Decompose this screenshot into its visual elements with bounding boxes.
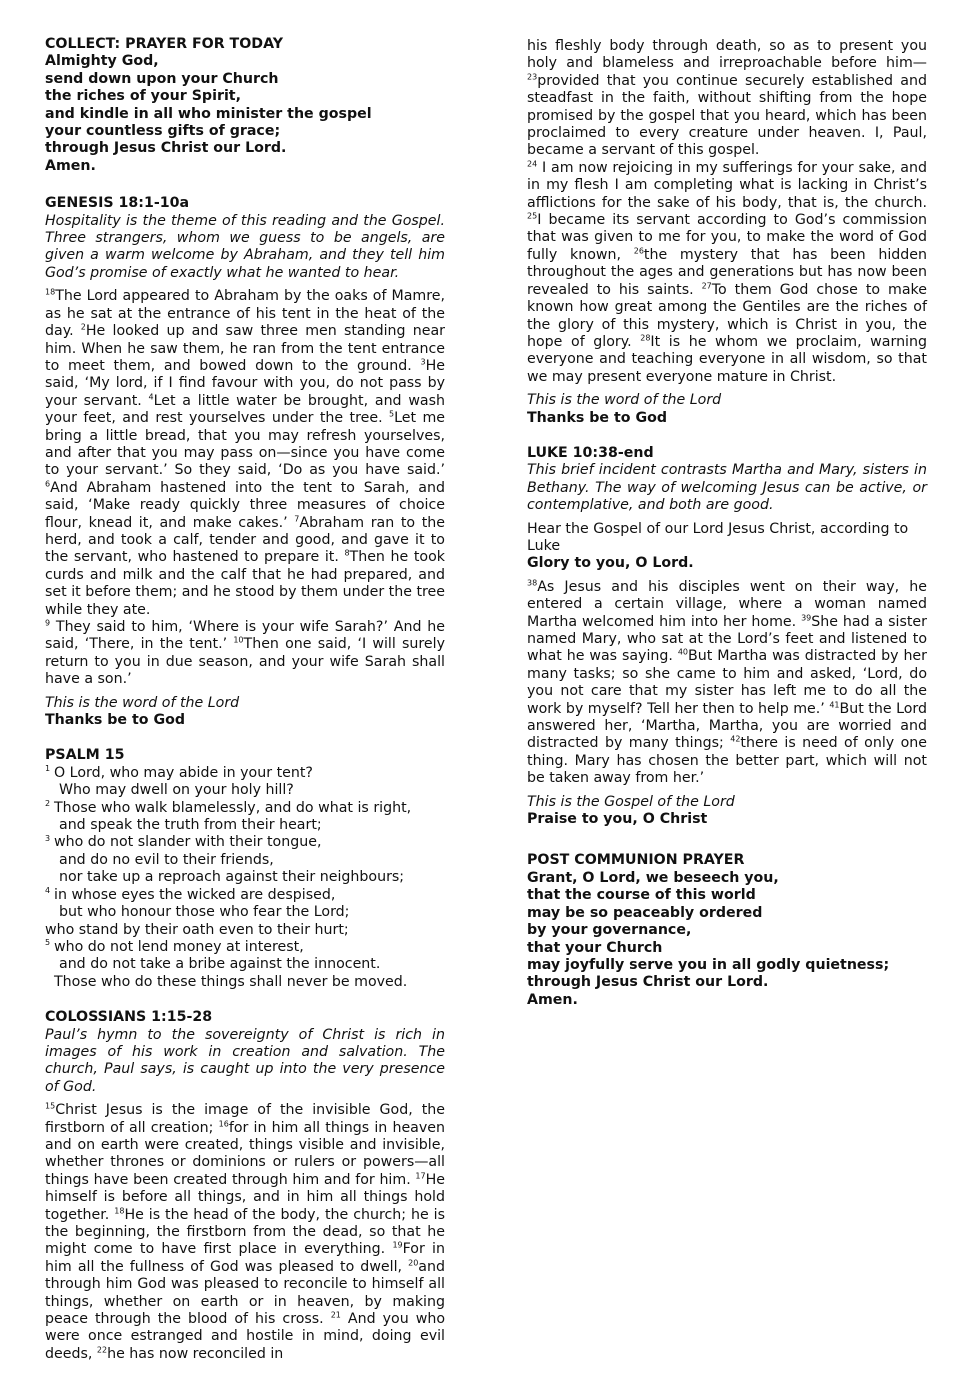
collect-line: and kindle in all who minister the gospel bbox=[45, 105, 372, 122]
genesis-text bbox=[45, 288, 445, 688]
post-communion-line: by your governance, bbox=[527, 922, 692, 939]
verse-number: 41 bbox=[829, 699, 840, 709]
collect-line: your countless gifts of grace; bbox=[45, 123, 281, 140]
colossians-section bbox=[45, 1009, 445, 1363]
verse-text: But Martha was distracted by her many tasks; so she came to him and asked, ‘Lord, do you not care that my sister has left me to do all the work by myself? Tell her then to help me.’ bbox=[527, 648, 927, 717]
verse-text: I became its servant according to God’s commission that was given to me for you, to make the word of God fully known, bbox=[527, 212, 927, 263]
collect-line: send down upon your Church bbox=[45, 70, 279, 87]
verse-text: To them God chose to make known how great among the Gentiles are the riches of the glory of this mystery, which is Christ in you, the hope of glory. bbox=[527, 281, 927, 350]
left-column bbox=[45, 36, 445, 1380]
verse-number: 21 bbox=[330, 1310, 341, 1320]
collect-section bbox=[45, 36, 445, 175]
verse-number: 9 bbox=[45, 618, 51, 628]
genesis-section bbox=[45, 195, 445, 729]
psalm-heading: PSALM 15 bbox=[45, 747, 125, 764]
collect-heading: COLLECT: PRAYER FOR TODAY bbox=[45, 36, 283, 52]
genesis-paragraph bbox=[45, 619, 445, 689]
verse-number: 6 bbox=[45, 479, 51, 489]
verse-text: Christ Jesus is the image of the invisible God, the firstborn of all creation; bbox=[45, 1102, 445, 1136]
genesis-response-leader: This is the word of the Lord bbox=[45, 694, 240, 711]
psalm-line: 4 in whose eyes the wicked are despised, bbox=[45, 885, 336, 903]
psalm-line-text: in whose eyes the wicked are despised, bbox=[54, 886, 336, 903]
verse-text: As Jesus and his disciples went on their way, he entered a certain village, where a woman named Martha welcomed him into her home. bbox=[527, 578, 927, 630]
verse-text: provided that you continue securely established and steadfast in the faith, without shifting from the hope promised by the gospel that you heard, which has been proclaimed to every creature under heaven. I, Paul, became a servant of this gospel. bbox=[527, 72, 927, 159]
psalm-line-text: and speak the truth from their heart; bbox=[59, 817, 322, 834]
verse-number: 3 bbox=[420, 357, 426, 367]
collect-prayer bbox=[45, 53, 445, 175]
verse-number: 42 bbox=[730, 734, 741, 744]
genesis-heading: GENESIS 18:1-10a bbox=[45, 195, 190, 212]
verse-text: Abraham ran to the herd, and took a calf, tender and good, and gave it to the servant, who hastened to prepare it. bbox=[45, 514, 445, 566]
verse-text: Then he took curds and milk and the calf that he had prepared, and set it before them; and he stood by them under the tree while they ate. bbox=[45, 549, 445, 618]
post-communion-line: through Jesus Christ our Lord. bbox=[527, 974, 769, 991]
verse-text: his fleshly body through death, so as to present you holy and blameless and irreproachable before him— bbox=[527, 38, 927, 72]
gospel-announcement-response: Glory to you, O Lord. bbox=[527, 555, 694, 572]
verse-number: 4 bbox=[148, 391, 154, 401]
verse-number: 16 bbox=[218, 1118, 229, 1128]
verse-number: 19 bbox=[392, 1240, 403, 1250]
psalm-line-text: and do not take a bribe against the innocent. bbox=[59, 956, 381, 973]
verse-text: Let me bring a little bread, that you may refresh yourselves, and after that you may pass on—since you have come to your servant.’ So they said, ‘Do as you have said.’ bbox=[45, 410, 446, 479]
verse-text: there is need of only one thing. Mary has chosen the better part, which will not be taken away from her.’ bbox=[527, 735, 927, 787]
verse-number: 22 bbox=[96, 1345, 108, 1355]
luke-paragraph bbox=[527, 579, 927, 788]
colossians-response-leader: This is the word of the Lord bbox=[527, 392, 722, 409]
verse-number: 5 bbox=[389, 409, 395, 419]
psalm-line: 3 who do not slander with their tongue, bbox=[45, 833, 322, 851]
genesis-intro: Hospitality is the theme of this reading and the Gospel. Three strangers, whom we guess to be angels, are given a warm welcome by Abraham, and they tell him God’s promise of exactly what he wanted to hear. bbox=[45, 212, 445, 281]
psalm-line-text: O Lord, who may abide in your tent? bbox=[54, 764, 313, 781]
verse-number: 38 bbox=[527, 578, 538, 588]
post-communion-line: may be so peaceably ordered bbox=[527, 904, 763, 921]
verse-number: 17 bbox=[415, 1171, 426, 1181]
colossians-heading: COLOSSIANS 1:15-28 bbox=[45, 1009, 213, 1026]
psalm-line bbox=[45, 817, 445, 834]
psalm-line-text: Those who do these things shall never be moved. bbox=[54, 973, 408, 990]
colossians-text-part1 bbox=[45, 1102, 445, 1363]
verse-number: 23 bbox=[527, 72, 538, 82]
post-communion-section bbox=[527, 852, 927, 1009]
psalm-line-text: Those who walk blamelessly, and do what is right, bbox=[54, 799, 412, 816]
verse-text: He said, ‘My lord, if I find favour with you, do not pass by your servant. bbox=[45, 357, 445, 409]
psalm-line bbox=[45, 974, 445, 991]
post-communion-heading: POST COMMUNION PRAYER bbox=[527, 852, 745, 869]
verse-text: he has now reconciled in bbox=[107, 1345, 284, 1362]
collect-line: Amen. bbox=[45, 157, 96, 174]
verse-number: 24 bbox=[527, 159, 538, 169]
psalm-line-text: and do no evil to their friends, bbox=[59, 851, 274, 868]
colossians-paragraph bbox=[527, 38, 927, 160]
verse-text: And Abraham hastened into the tent to Sarah, and said, ‘Make ready quickly three measures of choice flour, knead it, and make cakes.’ bbox=[45, 479, 445, 531]
verse-number: 7 bbox=[294, 513, 300, 523]
verse-text: Then one said, ‘I will surely return to you in due season, and your wife Sarah shall have a son.’ bbox=[45, 636, 445, 688]
collect-line: the riches of your Spirit, bbox=[45, 88, 241, 105]
post-communion-prayer bbox=[527, 870, 927, 1009]
verse-text: and through him God was pleased to reconcile to himself all things, whether on earth or in heaven, by making peace through the blood of his cross. bbox=[45, 1258, 445, 1328]
post-communion-line: Amen. bbox=[527, 991, 578, 1008]
verse-text: But the Lord answered her, ‘Martha, Martha, you are worried and distracted by many things; bbox=[527, 700, 928, 752]
luke-heading: LUKE 10:38-end bbox=[527, 444, 654, 461]
colossians-response-people: Thanks be to God bbox=[527, 409, 668, 426]
genesis-paragraph bbox=[45, 288, 445, 619]
colossians-paragraph bbox=[527, 160, 927, 386]
verse-number: 25 bbox=[527, 211, 538, 221]
psalm-line bbox=[45, 904, 445, 921]
gospel-announcement: Hear the Gospel of our Lord Jesus Christ, according to Luke bbox=[527, 520, 909, 554]
verse-text: It is he whom we proclaim, warning everyone and teaching everyone in all wisdom, so that we may present everyone mature in Christ. bbox=[527, 333, 927, 385]
psalm-line bbox=[45, 852, 445, 869]
psalm-line: 1 O Lord, who may abide in your tent? bbox=[45, 764, 313, 781]
psalm-line-text: who do not lend money at interest, bbox=[54, 938, 304, 955]
verse-number: 20 bbox=[408, 1258, 419, 1268]
luke-response-people: Praise to you, O Christ bbox=[527, 811, 708, 828]
post-communion-line: Grant, O Lord, we beseech you, bbox=[527, 869, 779, 886]
verse-text: I am now rejoicing in my sufferings for your sake, and in my flesh I am completing what is lacking in Christ’s afflictions for the sake of his body, that is, the church. bbox=[527, 159, 927, 211]
psalm-line-text: who do not slander with their tongue, bbox=[54, 834, 322, 851]
verse-number: 10 bbox=[233, 635, 244, 645]
psalm-line-text: who stand by their oath even to their hurt; bbox=[45, 921, 349, 938]
verse-number: 15 bbox=[45, 1101, 56, 1111]
psalm-line bbox=[45, 956, 445, 973]
colossians-intro: Paul’s hymn to the sovereignty of Christ is rich in images of his work in creation and salvation. The church, Paul says, is caught up into the very presence of God. bbox=[45, 1026, 445, 1095]
right-column bbox=[527, 38, 927, 1026]
psalm-line: 2 Those who walk blamelessly, and do what is right, bbox=[45, 798, 412, 816]
psalm-text bbox=[45, 765, 445, 991]
verse-text: She had a sister named Mary, who sat at the Lord’s feet and listened to what he was saying. bbox=[527, 613, 927, 665]
genesis-response-people: Thanks be to God bbox=[45, 712, 186, 729]
luke-response-leader: This is the Gospel of the Lord bbox=[527, 793, 735, 810]
verse-text: Let a little water be brought, and wash your feet, and rest yourselves under the tree. bbox=[45, 392, 445, 427]
luke-intro: This brief incident contrasts Martha and Mary, sisters in Bethany. The way of welcoming Jesus can be active, or contemplative, and both are good. bbox=[527, 462, 927, 514]
verse-text: They said to him, ‘Where is your wife Sarah?’ And he said, ‘There, in the tent.’ bbox=[45, 619, 445, 653]
collect-line: through Jesus Christ our Lord. bbox=[45, 140, 287, 157]
post-communion-line: may joyfully serve you in all godly quietness; bbox=[527, 956, 890, 973]
colossians-paragraph bbox=[45, 1102, 445, 1363]
verse-number: 18 bbox=[114, 1205, 125, 1215]
verse-text: For in him all the fullness of God was pleased to dwell, bbox=[45, 1241, 445, 1275]
psalm-line: 5 who do not lend money at interest, bbox=[45, 938, 304, 955]
psalm-line-text: but who honour those who fear the Lord; bbox=[59, 904, 350, 921]
verse-text: He himself is before all things, and in him all things hold together. bbox=[45, 1171, 445, 1223]
psalm-line bbox=[45, 869, 445, 886]
psalm-line bbox=[45, 782, 445, 799]
collect-line: Almighty God, bbox=[45, 53, 159, 70]
post-communion-line: that the course of this world bbox=[527, 887, 756, 904]
verse-text: The Lord appeared to Abraham by the oaks of Mamre, as he sat at the entrance of his tent in the heat of the day. bbox=[45, 288, 445, 340]
verse-number: 39 bbox=[801, 612, 812, 622]
verse-text: for in him all things in heaven and on earth were created, things visible and invisible, whether thrones or dominions or rulers or powers—all things have been created through him and for him. bbox=[45, 1119, 445, 1188]
verse-text: And you who were once estranged and hostile in mind, doing evil deeds, bbox=[45, 1311, 446, 1362]
verse-text: the mystery that has been hidden throughout the ages and generations but has now been revealed to his saints. bbox=[527, 246, 927, 298]
verse-number: 27 bbox=[701, 280, 712, 290]
verse-number: 28 bbox=[640, 333, 651, 343]
psalm-line-text: Who may dwell on your holy hill? bbox=[59, 782, 294, 799]
post-communion-line: that your Church bbox=[527, 939, 663, 956]
psalm-line bbox=[45, 922, 445, 939]
verse-text: He looked up and saw three men standing near him. When he saw them, he ran from the tent entrance to meet them, and bowed down to the ground. bbox=[45, 323, 445, 374]
colossians-text-part2 bbox=[527, 38, 927, 386]
verse-number: 2 bbox=[80, 322, 86, 332]
verse-number: 8 bbox=[344, 548, 350, 558]
luke-text bbox=[527, 579, 927, 788]
verse-number: 26 bbox=[633, 246, 644, 256]
verse-number: 18 bbox=[45, 287, 56, 297]
psalm-line-text: nor take up a reproach against their neighbours; bbox=[59, 869, 405, 886]
colossians-continued bbox=[527, 38, 927, 427]
verse-number: 40 bbox=[677, 647, 688, 657]
luke-section bbox=[527, 445, 927, 829]
psalm-section bbox=[45, 747, 445, 991]
verse-text: He is the head of the body, the church; he is the beginning, the firstborn from the dead, so that he might come to have first place in everything. bbox=[45, 1206, 446, 1258]
